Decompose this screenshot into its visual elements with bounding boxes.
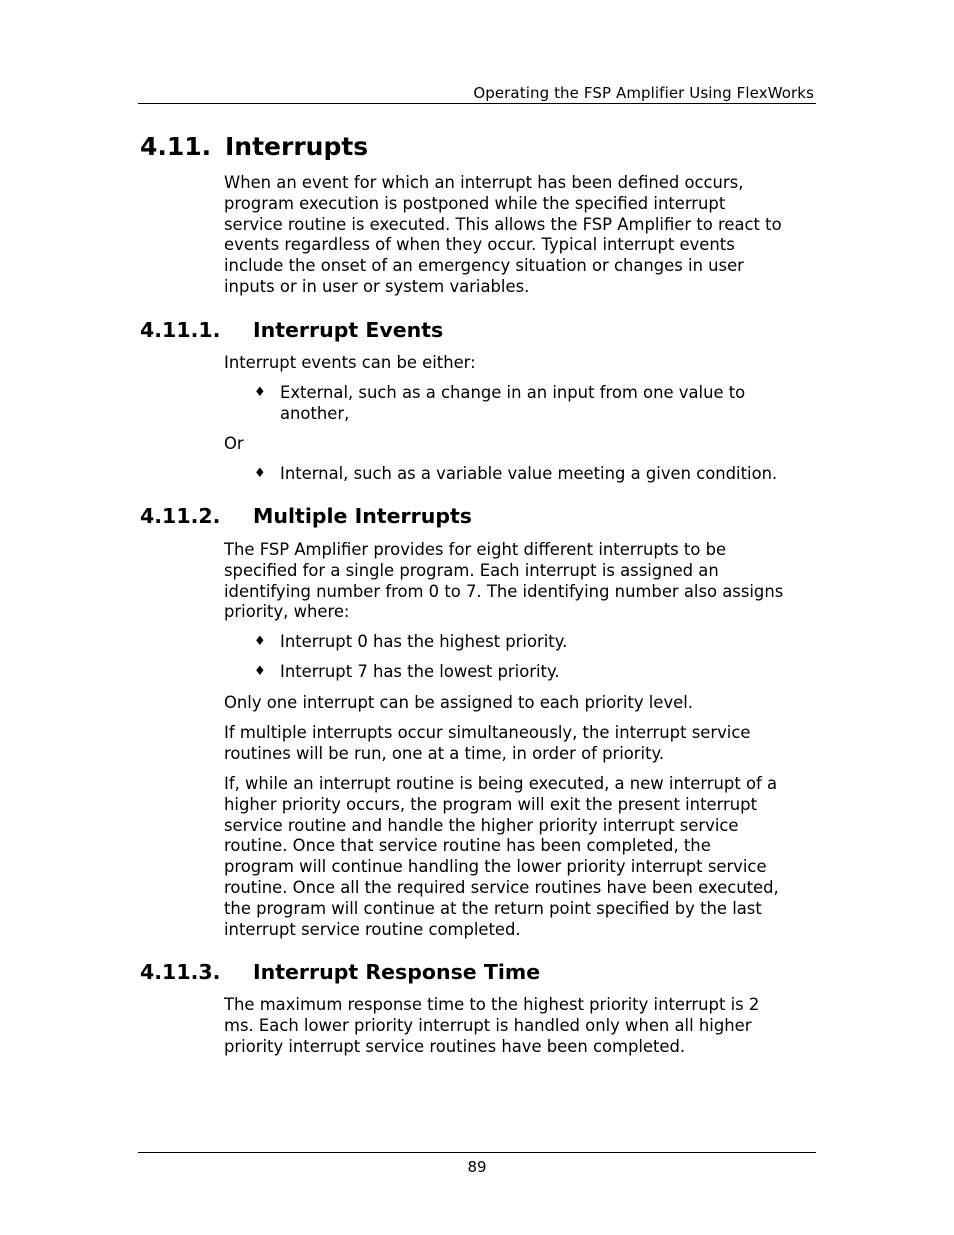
text-line: priority interrupt service routines have been completed. [224,1036,686,1056]
text-line: Interrupt events can be either: [224,353,476,372]
text-line: routines will be run, one at a time, in order of priority. [224,743,665,763]
text-line: include the onset of an emergency situation or changes in user [224,256,744,276]
diamond-bullet-icon: ♦ [254,664,266,679]
subsection-title: Interrupt Response Time [253,960,541,984]
text-line: specified for a single program. Each interrupt is assigned an [224,560,719,580]
text-line: When an event for which an interrupt has been defined occurs, [224,173,744,192]
text-line: routine. Once all the required service routines have been executed, [224,877,779,897]
text-line: ms. Each lower priority interrupt is handled only when all higher [224,1015,752,1035]
text-line: program will continue handling the lower priority interrupt service [224,857,767,877]
section-intro-paragraph [224,173,824,298]
text-line: service routine and handle the higher priority interrupt service [224,815,739,835]
text-line: the program will continue at the return point specified by the last [224,898,762,918]
subsection-title: Multiple Interrupts [253,504,473,528]
events-lead-paragraph [224,353,824,374]
response-time-paragraph [224,995,824,1057]
subsection-heading-events [140,316,443,344]
priority-level-paragraph [224,693,824,714]
subsection-title: Interrupt Events [253,318,444,342]
simultaneous-paragraph [224,723,824,765]
text-line: identifying number from 0 to 7. The identifying number also assigns [224,581,784,601]
text-line: If, while an interrupt routine is being executed, a new interrupt of a [224,774,778,793]
page-number: 89 [467,1158,487,1176]
subsection-number: 4.11.2. [140,504,221,528]
text-line: If multiple interrupts occur simultaneously, the interrupt service [224,723,751,742]
diamond-bullet-icon: ♦ [254,466,266,481]
text-line: events regardless of when they occur. Typical interrupt events [224,235,735,255]
subsection-heading-response-time [140,958,540,986]
subsection-number: 4.11.1. [140,318,221,342]
page-footer [138,1152,816,1176]
text-line: program execution is postponed while the specified interrupt [224,193,726,213]
multiple-intro-paragraph [224,540,824,623]
text-line: Only one interrupt can be assigned to each priority level. [224,693,693,712]
text-line: service routine is executed. This allows the FSP Amplifier to react to [224,214,782,234]
diamond-bullet-icon: ♦ [254,634,266,649]
text-line: another, [280,403,350,423]
or-paragraph [224,434,824,455]
section-number: 4.11. [140,132,212,161]
subsection-heading-multiple [140,502,472,530]
nested-interrupt-paragraph [224,774,824,940]
diamond-bullet-icon: ♦ [254,385,266,400]
section-heading [140,130,368,164]
text-line: The FSP Amplifier provides for eight different interrupts to be [224,540,727,559]
text-line: routine. Once that service routine has been completed, the [224,836,711,856]
text-line: Internal, such as a variable value meeting a given condition. [280,464,778,483]
text-line: inputs or in user or system variables. [224,276,530,296]
running-title: Operating the FSP Amplifier Using FlexWorks [473,84,814,102]
section-title: Interrupts [225,132,369,161]
text-line: Or [224,434,244,453]
subsection-number: 4.11.3. [140,960,221,984]
page-header [138,84,816,104]
text-line: Interrupt 0 has the highest priority. [280,632,568,651]
text-line: The maximum response time to the highest priority interrupt is 2 [224,995,760,1014]
text-line: External, such as a change in an input from one value to [280,383,746,402]
text-line: priority, where: [224,602,350,622]
text-line: higher priority occurs, the program will exit the present interrupt [224,794,757,814]
text-line: Interrupt 7 has the lowest priority. [280,662,560,681]
text-line: interrupt service routine completed. [224,919,521,939]
